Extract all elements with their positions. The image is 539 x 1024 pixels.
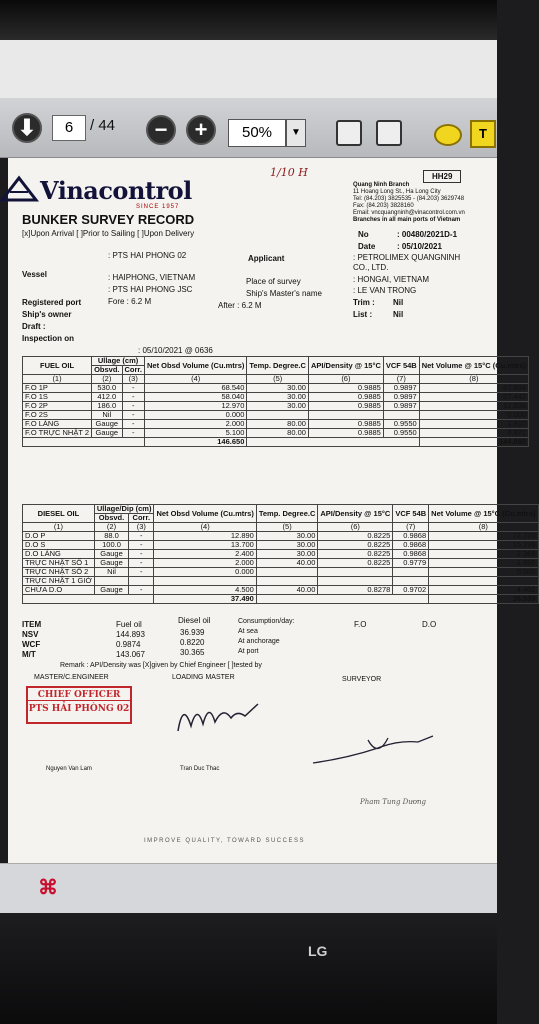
fuel-cell: 12.970	[145, 402, 247, 411]
summary-fuel-head: Fuel oil	[116, 620, 142, 629]
diesel-num: (8)	[429, 523, 538, 532]
diesel-num: (6)	[318, 523, 393, 532]
fuel-total-net: 144.893	[419, 438, 528, 447]
fuel-cell: -	[122, 384, 145, 393]
diesel-num: (3)	[129, 523, 154, 532]
diesel-cell: -	[129, 532, 154, 541]
fuel-row	[23, 402, 529, 411]
fore-value: Fore : 6.2 M	[108, 297, 152, 306]
inspection-label: Inspection on	[22, 334, 74, 343]
fuel-cell: 12.836	[419, 402, 528, 411]
fuel-cell: 4.871	[419, 429, 528, 438]
fuel-cell: 1.910	[419, 420, 528, 429]
fuel-cell: 0.9897	[383, 393, 419, 402]
branch-line-4: Fax: (84.203) 3828160	[353, 203, 414, 209]
applicant-label: Applicant	[248, 254, 285, 263]
summary-nsv-label: NSV	[22, 630, 39, 639]
fuel-num: (2)	[92, 375, 122, 384]
branch-line-6: Branches in all main ports of Vietnam	[353, 217, 461, 223]
summary-fo-label: F.O	[354, 620, 367, 629]
surveyor-label: SURVEYOR	[342, 676, 382, 683]
diesel-cell: D.O LÁNG	[23, 550, 95, 559]
diesel-row	[23, 559, 539, 568]
diesel-header-ullage: Ullage/Dip (cm)	[94, 505, 154, 514]
diesel-cell: 0.8225	[318, 559, 393, 568]
diesel-cell	[393, 568, 429, 577]
diesel-cell: -	[129, 568, 154, 577]
diesel-sub-corr: Corr.	[129, 514, 154, 523]
fuel-cell: 0.000	[145, 411, 247, 420]
download-arrow-icon[interactable]: ⬇	[12, 113, 42, 143]
diesel-header-volume: Net Obsd Volume (Cu.mtrs)	[154, 505, 256, 523]
stamp-line-2: PTS HẢI PHÒNG 02	[28, 704, 130, 714]
diesel-cell: TRỰC NHẬT SỐ 1	[23, 559, 95, 568]
diesel-header-vcf: VCF 54B	[393, 505, 429, 523]
diesel-header-net: Net Volume @ 15°C (Cu.mtrs)	[429, 505, 538, 523]
diesel-cell: -	[129, 559, 154, 568]
diesel-cell	[318, 568, 393, 577]
fuel-header-density: API/Density @ 15°C	[308, 357, 383, 375]
diesel-cell: 2.400	[154, 550, 256, 559]
fuel-num: (8)	[419, 375, 528, 384]
fuel-cell: F.O 1P	[23, 384, 92, 393]
remark-line: Remark : API/Density was [X]given by Chief Engineer [ ]tested by	[60, 662, 262, 669]
fuel-header-net: Net Volume @ 15°C (Cu.mtrs)	[419, 357, 528, 375]
fuel-cell: 58.040	[145, 393, 247, 402]
fuel-cell: 67.834	[419, 384, 528, 393]
fuel-cell: Nil	[92, 411, 122, 420]
diesel-num: (4)	[154, 523, 256, 532]
diesel-cell: TRỰC NHẬT 1 GIỜ	[23, 577, 95, 586]
summary-item-label: ITEM	[22, 620, 42, 629]
diesel-sub-obsvd: Obsvd.	[94, 514, 128, 523]
signer-name-1: Nguyen Van Lam	[46, 766, 92, 772]
diesel-cell: 30.00	[256, 550, 318, 559]
fuel-cell: 0.9885	[308, 393, 383, 402]
fuel-cell: 30.00	[247, 402, 309, 411]
diesel-cell: TRỰC NHẬT SỐ 2	[23, 568, 95, 577]
diesel-cell: 40.00	[256, 586, 318, 595]
fuel-cell: 80.00	[247, 429, 309, 438]
handwritten-note: 1/10 H	[270, 166, 308, 179]
place-of-survey-label: Place of survey	[246, 277, 301, 286]
chevron-down-icon[interactable]: ▼	[286, 119, 306, 147]
masters-name-label: Ship's Master's name	[246, 289, 322, 298]
summary-diesel-nsv: 36.939	[180, 628, 205, 637]
diesel-header-tank: DIESEL OIL	[23, 505, 95, 523]
summary-diesel-mt: 30.365	[180, 648, 205, 657]
diesel-cell: 0.8278	[318, 586, 393, 595]
fuel-total-spacer	[247, 438, 419, 447]
fuel-cell: -	[122, 429, 145, 438]
fuel-cell: F.O 2S	[23, 411, 92, 420]
since-label: SINCE 1957	[136, 204, 180, 210]
page-number-input[interactable]: 6	[52, 115, 86, 141]
diesel-cell: 30.00	[256, 541, 318, 550]
diesel-cell: 0.000	[154, 568, 256, 577]
fuel-cell: 0.9550	[383, 429, 419, 438]
diesel-cell: 0.9868	[393, 541, 429, 550]
diesel-cell: 0.9779	[393, 559, 429, 568]
diesel-cell: 0.8225	[318, 550, 393, 559]
fuel-cell: 2.000	[145, 420, 247, 429]
fuel-total-spacer	[23, 438, 145, 447]
chief-officer-stamp	[26, 686, 132, 724]
diesel-cell: D.O S	[23, 541, 95, 550]
fuel-cell: 186.0	[92, 402, 122, 411]
vessel-value: : PTS HAI PHONG 02	[108, 251, 187, 260]
diesel-cell: 0.8225	[318, 532, 393, 541]
diesel-cell: 88.0	[94, 532, 128, 541]
no-value: : 00480/2021D-1	[397, 230, 458, 239]
vessel-label: Vessel	[22, 270, 47, 279]
ships-owner-label: Ship's owner	[22, 310, 72, 319]
fuel-cell: -	[122, 411, 145, 420]
branch-line-3: Tel: (84.203) 3825535 - (84.203) 3629748	[353, 196, 465, 202]
slogan: IMPROVE QUALITY, TOWARD SUCCESS	[144, 838, 305, 844]
fuel-cell: 0.9885	[308, 402, 383, 411]
diesel-total-net: 36.939	[429, 595, 538, 604]
diesel-header-density: API/Density @ 15°C	[318, 505, 393, 523]
fuel-oil-table	[22, 356, 529, 447]
diesel-cell: 2.000	[154, 559, 256, 568]
diesel-cell: -	[129, 541, 154, 550]
page-total: / 44	[90, 117, 116, 134]
fuel-cell: 530.0	[92, 384, 122, 393]
summary-at-anchorage: At anchorage	[238, 638, 280, 645]
diesel-cell	[256, 568, 318, 577]
diesel-cell: Gauge	[94, 559, 128, 568]
summary-fuel-nsv: 144.893	[116, 630, 145, 639]
diesel-cell: 12.720	[429, 532, 538, 541]
fuel-cell: -	[122, 420, 145, 429]
summary-wcf-label: WCF	[22, 640, 41, 649]
fuel-cell: 68.540	[145, 384, 247, 393]
diesel-oil-table	[22, 504, 539, 604]
masters-name-value: : LE VAN TRONG	[353, 286, 417, 295]
diesel-cell: Nil	[94, 568, 128, 577]
diesel-cell: 4.500	[154, 586, 256, 595]
fuel-cell: 5.100	[145, 429, 247, 438]
diesel-cell: 12.890	[154, 532, 256, 541]
fit-width-icon[interactable]	[376, 120, 402, 146]
fuel-num: (7)	[383, 375, 419, 384]
fuel-num: (6)	[308, 375, 383, 384]
master-engineer-label: MASTER/C.ENGINEER	[34, 674, 109, 681]
diesel-cell: 30.00	[256, 532, 318, 541]
diesel-cell: 40.00	[256, 559, 318, 568]
summary-at-sea: At sea	[238, 628, 258, 635]
fuel-header-vcf: VCF 54B	[383, 357, 419, 375]
top-bezel	[0, 0, 497, 40]
fuel-sub-corr: Corr.	[122, 366, 145, 375]
diesel-row	[23, 568, 539, 577]
fuel-cell: 0.9550	[383, 420, 419, 429]
fuel-sub-obsvd: Obsvd.	[92, 366, 122, 375]
diesel-cell: D.O P	[23, 532, 95, 541]
acrobat-pdf-icon[interactable]: ⌘	[38, 877, 58, 899]
diesel-cell: Gauge	[94, 586, 128, 595]
diesel-cell: 4.402	[429, 586, 538, 595]
stamp-line-1: CHIEF OFFICER	[28, 690, 130, 701]
diesel-cell: 0.9868	[393, 532, 429, 541]
summary-mt-label: M/T	[22, 650, 36, 659]
applicant-value-2: CO., LTD.	[353, 263, 389, 272]
monitor-brand: LG	[308, 943, 328, 959]
fuel-cell: 0.9897	[383, 402, 419, 411]
form-code-box: HH29	[423, 170, 461, 183]
diesel-cell: 13.700	[154, 541, 256, 550]
diesel-total-obs: 37.490	[154, 595, 256, 604]
fuel-cell: 30.00	[247, 384, 309, 393]
document-page	[8, 158, 536, 863]
diesel-cell: 0.8225	[318, 541, 393, 550]
summary-at-port: At port	[238, 648, 259, 655]
zoom-out-icon[interactable]: −	[146, 115, 176, 145]
applicant-value: : PETROLIMEX QUANGNINH	[353, 253, 461, 262]
fuel-total-obs: 146.650	[145, 438, 247, 447]
fuel-num: (1)	[23, 375, 92, 384]
fuel-cell: -	[122, 393, 145, 402]
summary-diesel-wcf: 0.8220	[180, 638, 205, 647]
fuel-cell: -	[122, 402, 145, 411]
list-value: Nil	[393, 310, 404, 319]
diesel-header-temp: Temp. Degree.C	[256, 505, 318, 523]
branch-line-2: 11 Hoang Long St., Ha Long City	[353, 189, 441, 195]
fuel-header-ullage: Ullage (cm)	[92, 357, 145, 366]
diesel-total-spacer	[256, 595, 428, 604]
summary-do-label: D.O	[422, 620, 437, 629]
place-of-survey-value: : HONGAI, VIETNAM	[353, 275, 430, 284]
diesel-row	[23, 586, 539, 595]
list-label: List :	[353, 310, 373, 319]
text-tool-icon[interactable]: T	[470, 120, 496, 148]
company-name: Vinacontrol	[40, 176, 192, 205]
diesel-cell: Gauge	[94, 550, 128, 559]
signer-name-3: Pham Tung Dương	[360, 798, 426, 806]
loading-master-label: LOADING MASTER	[172, 674, 235, 681]
fuel-num: (3)	[122, 375, 145, 384]
fit-page-icon[interactable]	[336, 120, 362, 146]
registered-port-label: Registered port	[22, 298, 82, 307]
inspection-value: : 05/10/2021 @ 0636	[138, 346, 213, 355]
diesel-cell: 0.000	[429, 568, 538, 577]
fuel-num: (5)	[247, 375, 309, 384]
diesel-num: (5)	[256, 523, 318, 532]
diesel-cell: 100.0	[94, 541, 128, 550]
fuel-cell: 0.000	[419, 411, 528, 420]
fuel-cell: F.O 1S	[23, 393, 92, 402]
fuel-cell: Gauge	[92, 420, 122, 429]
fuel-cell: F.O TRỰC NHẬT 2	[23, 429, 92, 438]
trim-label: Trim :	[353, 298, 375, 307]
diesel-num: (2)	[94, 523, 128, 532]
fuel-header-temp: Temp. Degree.C	[247, 357, 309, 375]
fuel-row	[23, 429, 529, 438]
fuel-cell: F.O 2P	[23, 402, 92, 411]
registered-port-value: : HAIPHONG, VIETNAM	[108, 273, 196, 282]
fuel-header-tank: FUEL OIL	[23, 357, 92, 375]
monitor-bezel	[0, 913, 497, 1024]
summary-fuel-wcf: 0.9874	[116, 640, 141, 649]
fuel-cell: 57.442	[419, 393, 528, 402]
fuel-cell: 412.0	[92, 393, 122, 402]
diesel-cell: 1.956	[429, 559, 538, 568]
surveyor-signature	[308, 728, 438, 773]
fuel-cell: 0.9885	[308, 429, 383, 438]
diesel-cell: CHỨA D.O	[23, 586, 95, 595]
fuel-cell: 80.00	[247, 420, 309, 429]
zoom-in-icon[interactable]: +	[186, 115, 216, 145]
fuel-cell: F.O LÁNG	[23, 420, 92, 429]
summary-fuel-mt: 143.067	[116, 650, 145, 659]
vinacontrol-logo-icon	[0, 176, 38, 202]
date-label: Date	[358, 242, 376, 251]
diesel-total-spacer	[23, 595, 154, 604]
document-title: BUNKER SURVEY RECORD	[22, 212, 195, 227]
diesel-row	[23, 532, 539, 541]
no-label: No	[358, 230, 369, 239]
fuel-header-volume: Net Obsd Volume (Cu.mtrs)	[145, 357, 247, 375]
loading-master-signature	[173, 696, 263, 741]
branch-line-5: Email: vncquangninh@vinacontrol.com.vn	[353, 210, 465, 216]
trim-value: Nil	[393, 298, 404, 307]
fuel-num: (4)	[145, 375, 247, 384]
signer-name-2: Tran Duc Thac	[180, 766, 220, 772]
date-value: : 05/10/2021	[397, 242, 442, 251]
zoom-level-input[interactable]: 50%	[228, 119, 286, 147]
summary-consumption-head: Consumption/day:	[238, 618, 295, 625]
diesel-num: (7)	[393, 523, 429, 532]
branch-line-1: Quang Ninh Branch	[353, 182, 410, 188]
fuel-cell: Gauge	[92, 429, 122, 438]
diesel-cell: 0.9702	[393, 586, 429, 595]
survey-mode-line: [x]Upon Arrival [ ]Prior to Sailing [ ]Upon Delivery	[22, 229, 195, 238]
bottom-toolbar	[0, 863, 497, 913]
diesel-cell: 15.199	[429, 541, 538, 550]
diesel-cell: -	[129, 586, 154, 595]
fuel-cell: 0.9885	[308, 420, 383, 429]
summary-diesel-head: Diesel oil	[178, 616, 211, 625]
ships-owner-value: : PTS HAI PHONG JSC	[108, 285, 193, 294]
diesel-num: (1)	[23, 523, 95, 532]
window-top-area	[0, 40, 497, 98]
fuel-cell: 0.9885	[308, 384, 383, 393]
diesel-cell: 2.368	[429, 550, 538, 559]
diesel-cell: 0.9868	[393, 550, 429, 559]
after-value: After : 6.2 M	[218, 301, 262, 310]
fuel-cell: 30.00	[247, 393, 309, 402]
draft-label: Draft :	[22, 322, 46, 331]
fuel-cell: 0.9897	[383, 384, 419, 393]
comment-icon[interactable]	[434, 124, 462, 146]
diesel-cell: -	[129, 550, 154, 559]
